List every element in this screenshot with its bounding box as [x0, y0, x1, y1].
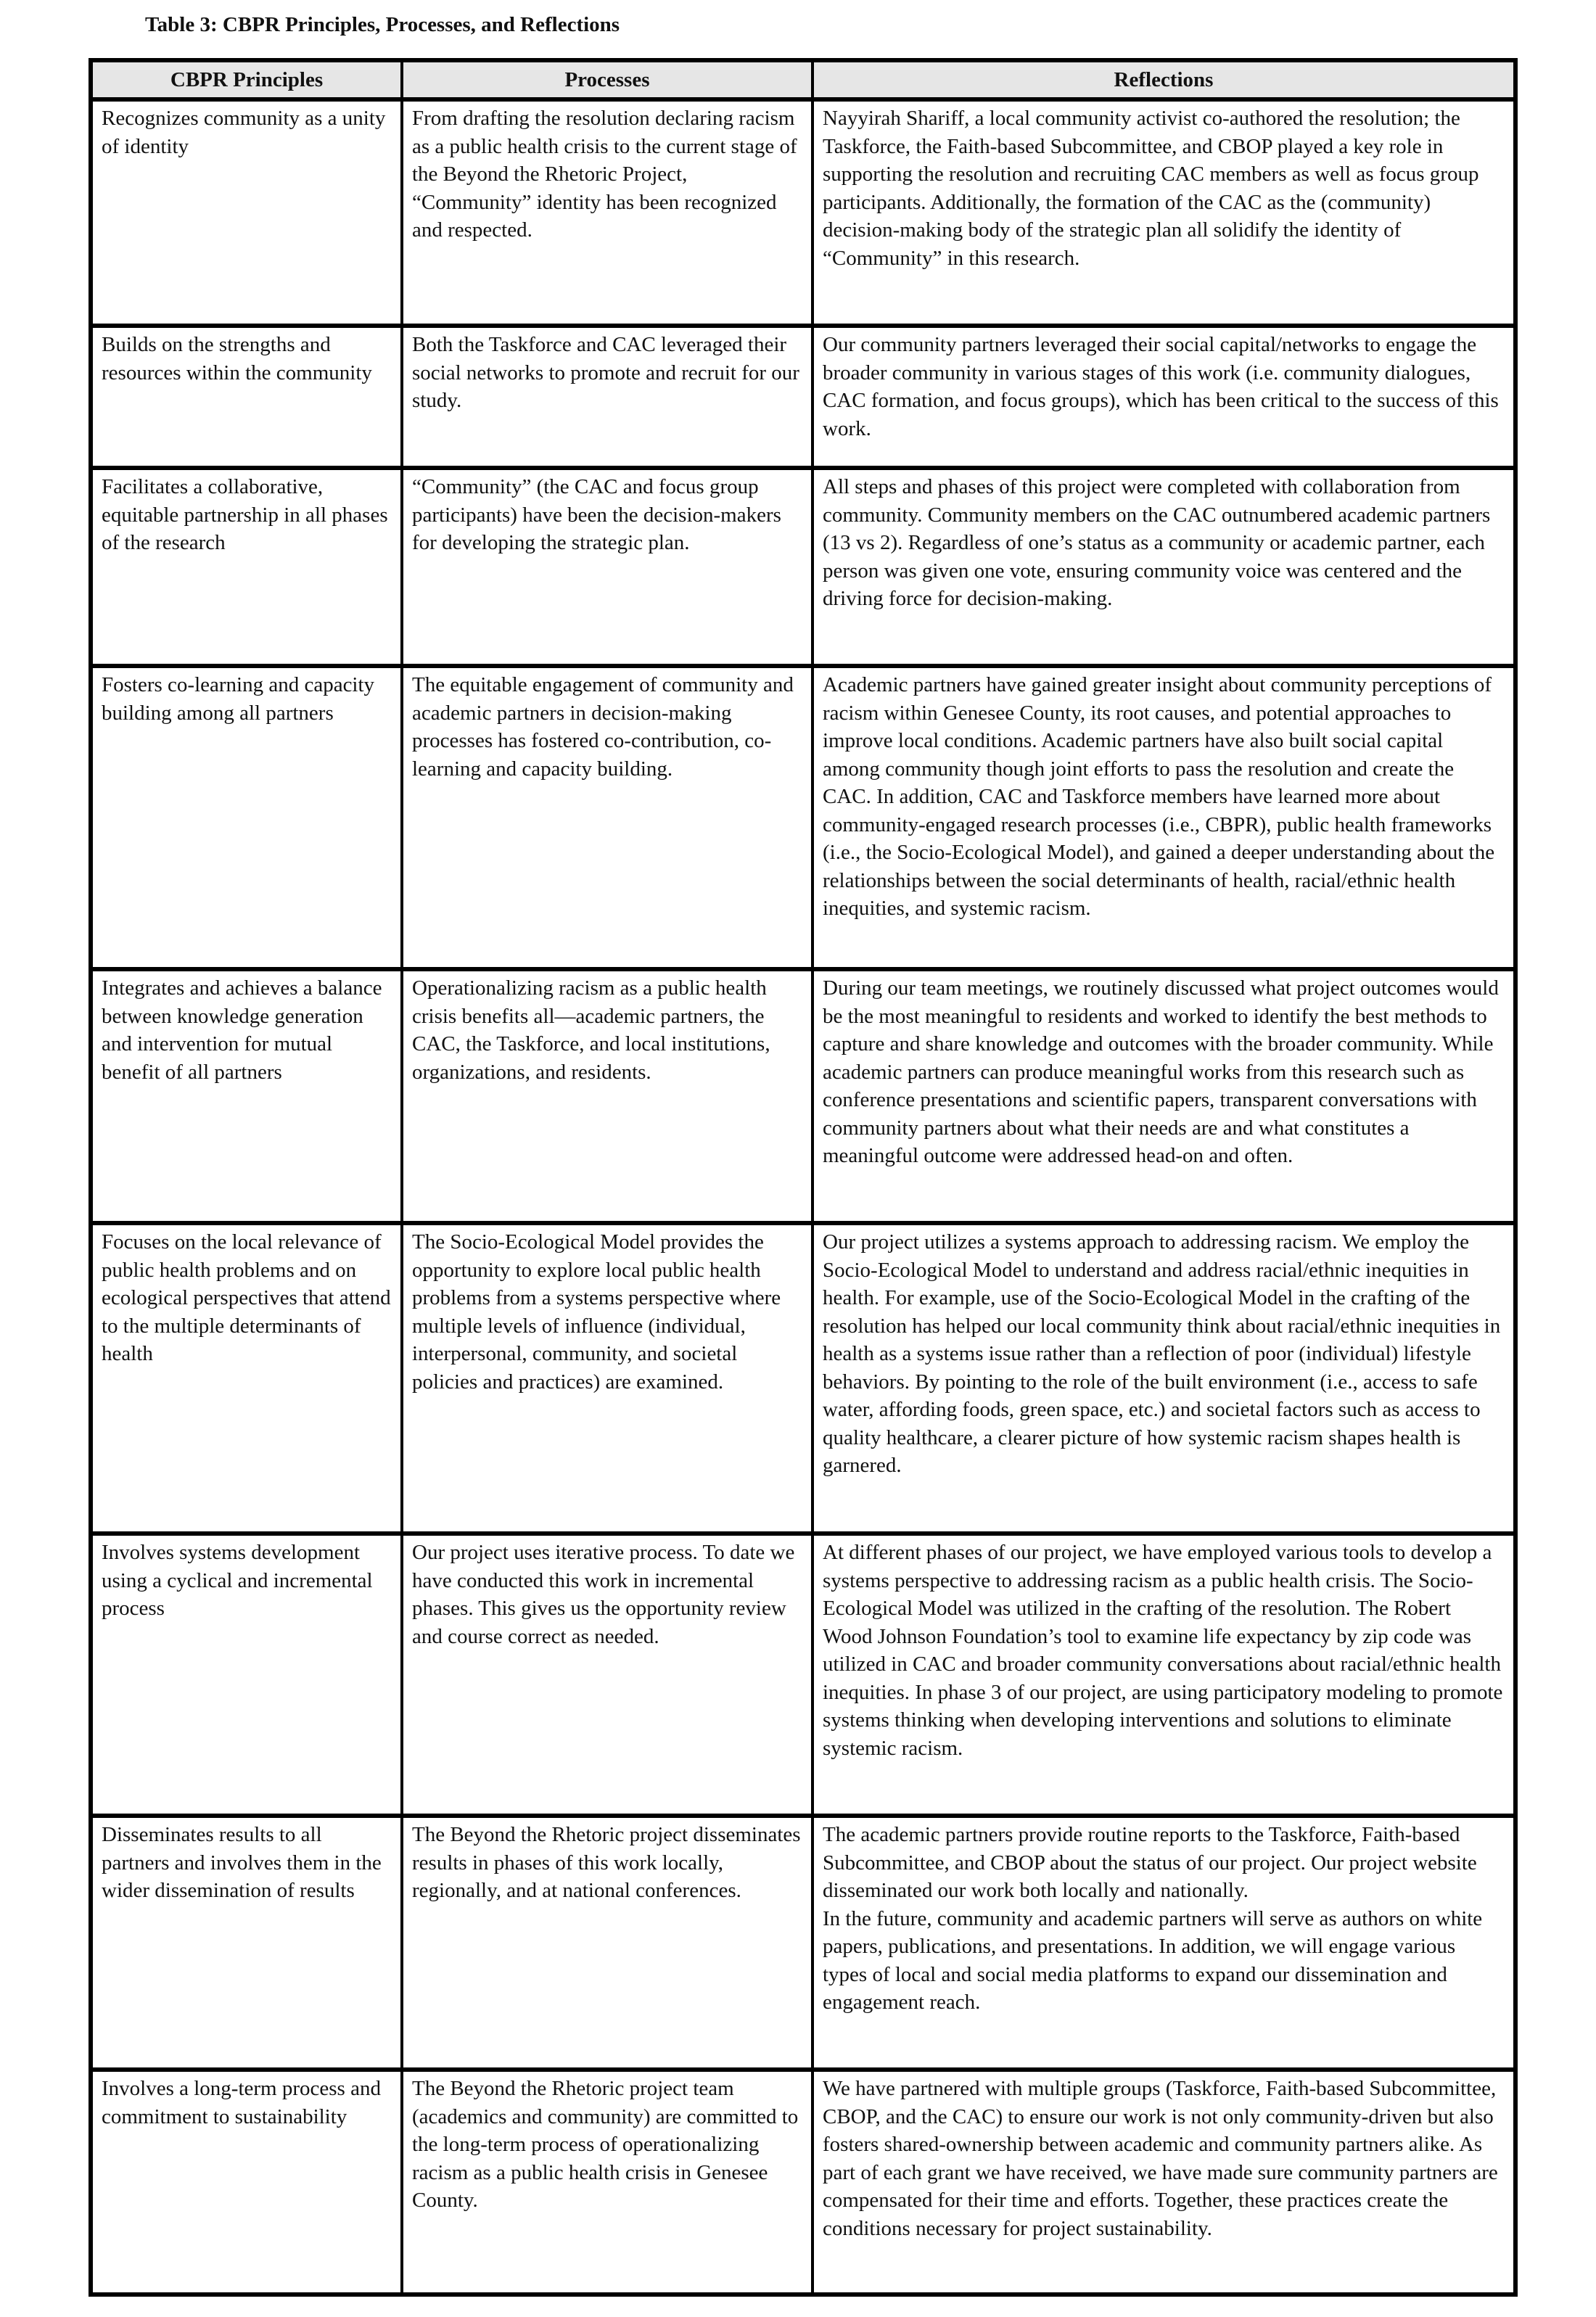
principle-cell: Fosters co-learning and capacity building among all partners — [93, 664, 400, 967]
reflection-cell: At different phases of our project, we have employed various tools to develop a systems perspective to addressing racism as a public health crisis. The Socio-Ecological Model was utilized in the crafting of the resolution. The Robert Wood Johnson Foundation’s tool to examine life expectancy by zip code was utilized in CAC and broader community conversations about racial/ethnic health inequities. In phase 3 of our project, are using participatory modeling to promote systems thinking when developing interventions and solutions to eliminate systemic racism. — [811, 1531, 1513, 1814]
header-cbpr-principles: CBPR Principles — [93, 62, 400, 102]
principle-cell: Focuses on the local relevance of public health problems and on ecological perspectives that attend to the multiple determinants of health — [93, 1221, 400, 1531]
table-caption: Table 3: CBPR Principles, Processes, and Reflections — [145, 13, 620, 36]
table-row — [93, 102, 1513, 324]
header-reflections: Reflections — [811, 62, 1513, 102]
header-row — [93, 62, 1513, 102]
process-cell: The Beyond the Rhetoric project team (academics and community) are committed to the long-term process of operationalizing racism as a public health crisis in Genesee County. — [400, 2067, 811, 2292]
reflection-cell: During our team meetings, we routinely discussed what project outcomes would be the most meaningful to residents and worked to identify the best methods to capture and share knowledge and outcomes with the broader community. While academic partners can produce meaningful works from this research such as conference presentations and scientific papers, transparent conversations with community partners about what their needs are and what constitutes a meaningful outcome were addressed head-on and often. — [811, 967, 1513, 1221]
process-cell: The equitable engagement of community and academic partners in decision-making processes has fostered co-contribution, co-learning and capacity building. — [400, 664, 811, 967]
reflection-cell: Our community partners leveraged their social capital/networks to engage the broader community in various stages of this work (i.e. community dialogues, CAC formation, and focus groups), which has been critical to the success of this work. — [811, 324, 1513, 466]
principle-cell: Builds on the strengths and resources within the community — [93, 324, 400, 466]
process-cell: From drafting the resolution declaring racism as a public health crisis to the current stage of the Beyond the Rhetoric Project, “Community” identity has been recognized and respected. — [400, 102, 811, 324]
process-cell: Our project uses iterative process. To date we have conducted this work in incremental phases. This gives us the opportunity review and course correct as needed. — [400, 1531, 811, 1814]
principle-cell: Involves a long-term process and commitment to sustainability — [93, 2067, 400, 2292]
process-cell: Operationalizing racism as a public health crisis benefits all—academic partners, the CAC, the Taskforce, and local institutions, organizations, and residents. — [400, 967, 811, 1221]
principle-cell: Facilitates a collaborative, equitable partnership in all phases of the research — [93, 466, 400, 664]
table-row — [93, 1814, 1513, 2067]
process-cell: The Beyond the Rhetoric project disseminates results in phases of this work locally, regionally, and at national conferences. — [400, 1814, 811, 2067]
reflection-cell: Academic partners have gained greater insight about community perceptions of racism within Genesee County, its root causes, and potential approaches to improve local conditions. Academic partners have also built social capital among community though joint efforts to pass the resolution and create the CAC. In addition, CAC and Taskforce members have learned more about community-engaged research processes (i.e., CBPR), public health frameworks (i.e., the Socio-Ecological Model), and gained a deeper understanding about the relationships between the social determinants of health, racial/ethnic health inequities, and systemic racism. — [811, 664, 1513, 967]
reflection-cell: Our project utilizes a systems approach to addressing racism. We employ the Socio-Ecological Model to understand and address racial/ethnic inequities in health. For example, use of the Socio-Ecological Model in the crafting of the resolution has helped our local community think about racial/ethnic inequities in health as a systems issue rather than a reflection of poor (individual) lifestyle behaviors. By pointing to the role of the built environment (i.e., access to safe water, affording foods, green space, etc.) and societal factors such as access to quality healthcare, a clearer picture of how systemic racism shapes health is garnered. — [811, 1221, 1513, 1531]
header-processes: Processes — [400, 62, 811, 102]
principle-cell: Recognizes community as a unity of identity — [102, 107, 386, 158]
table-row — [93, 1531, 1513, 1814]
reflection-cell: We have partnered with multiple groups (Taskforce, Faith-based Subcommittee, CBOP, and the CAC) to ensure our work is not only community-driven but also fosters shared-ownership between academic and community partners alike. As part of each grant we have received, we have made sure community partners are compensated for their time and efforts. Together, these practices create the conditions necessary for project sustainability. — [811, 2067, 1513, 2292]
table-row — [93, 664, 1513, 967]
reflection-cell: All steps and phases of this project were completed with collaboration from community. Community members on the CAC outnumbered academic partners (13 vs 2). Regardless of one’s status as a community or academic partner, each person was given one vote, ensuring community voice was centered and the driving force for decision-making. — [811, 466, 1513, 664]
process-cell: Both the Taskforce and CAC leveraged their social networks to promote and recruit for our study. — [400, 324, 811, 466]
cbpr-table — [89, 58, 1518, 2297]
principle-cell: Integrates and achieves a balance between knowledge generation and intervention for mutual benefit of all partners — [93, 967, 400, 1221]
table-row — [93, 1221, 1513, 1531]
process-cell: The Socio-Ecological Model provides the opportunity to explore local public health problems from a systems perspective where multiple levels of influence (individual, interpersonal, community, and societal policies and practices) are examined. — [400, 1221, 811, 1531]
table-row — [93, 466, 1513, 664]
principle-cell: Disseminates results to all partners and involves them in the wider dissemination of results — [93, 1814, 400, 2067]
process-cell: “Community” (the CAC and focus group participants) have been the decision-makers for developing the strategic plan. — [400, 466, 811, 664]
table-row — [93, 324, 1513, 466]
reflection-cell: The academic partners provide routine reports to the Taskforce, Faith-based Subcommittee, and CBOP about the status of our project. Our project website disseminated our work both locally and nationally. In the future, community and academic partners will serve as authors on white papers, publications, and presentations. In addition, we will engage various types of local and social media platforms to expand our dissemination and engagement reach. — [811, 1814, 1513, 2067]
table-row — [93, 967, 1513, 1221]
principle-cell: Involves systems development using a cyclical and incremental process — [93, 1531, 400, 1814]
table-row — [93, 2067, 1513, 2292]
reflection-cell: Nayyirah Shariff, a local community activist co-authored the resolution; the Taskforce, the Faith-based Subcommittee, and CBOP played a key role in supporting the resolution and recruiting CAC members as well as focus group participants. Additionally, the formation of the CAC as the (community) decision-making body of the strategic plan all solidify the identity of “Community” in this research. — [811, 102, 1513, 324]
